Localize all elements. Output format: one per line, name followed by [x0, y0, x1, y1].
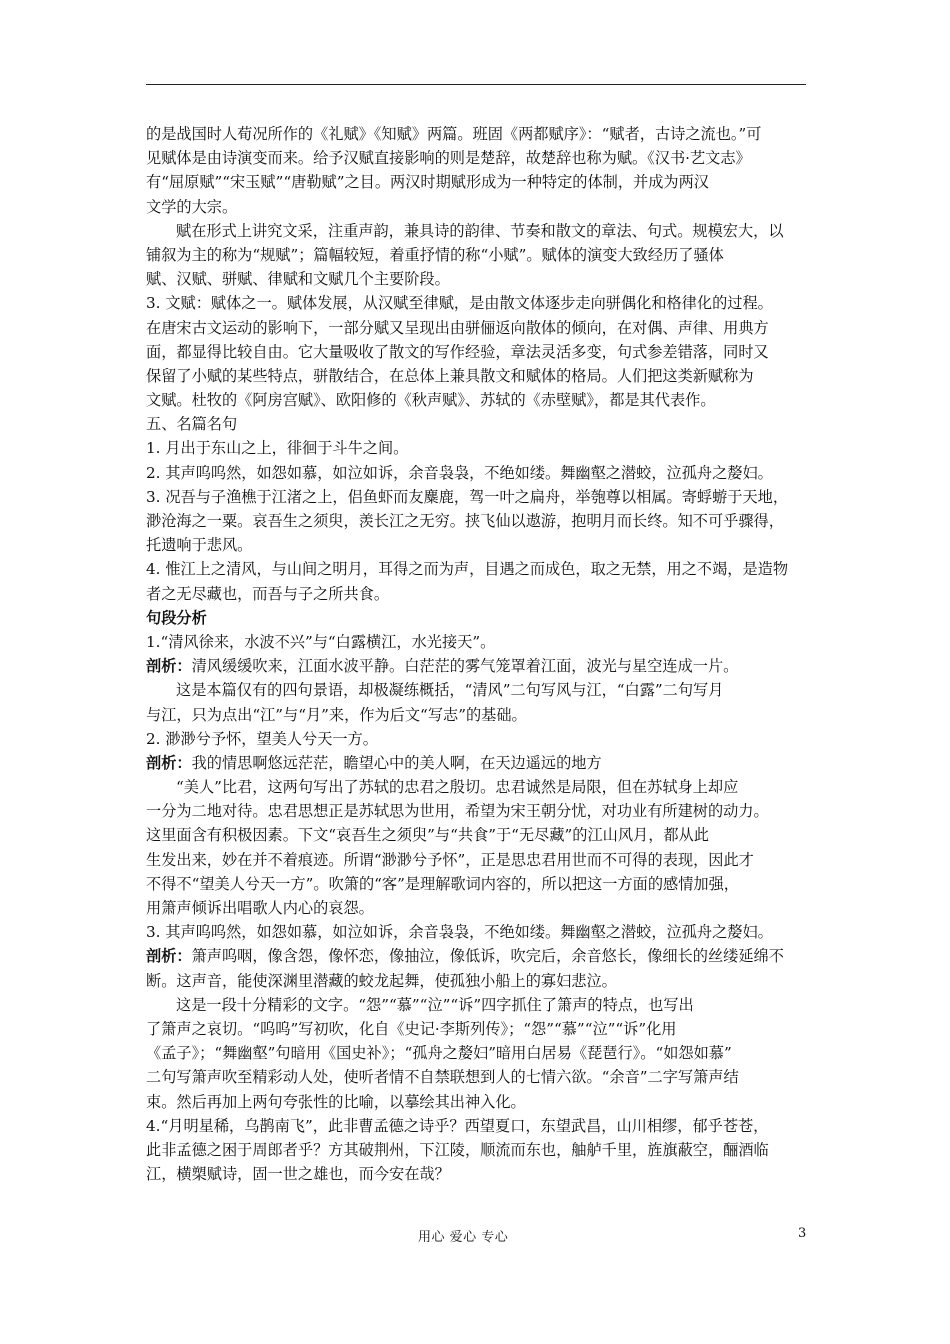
quote-line: 3. 况吾与子渔樵于江渚之上，侣鱼虾而友麋鹿，驾一叶之扁舟，举匏尊以相属。寄蜉蝣于天地，	[146, 487, 789, 506]
section-heading: 五、名篇名句	[146, 415, 238, 434]
analysis-line: 断。这声音，能使深渊里潜藏的蛟龙起舞，使孤独小船上的寡妇悲泣。	[146, 971, 617, 990]
analysis-line: 3. 其声呜呜然，如怨如慕，如泣如诉，余音袅袅，不绝如缕。舞幽壑之潜蛟，泣孤舟之嫠妇。	[146, 923, 773, 942]
analysis-line	[146, 654, 810, 678]
analysis-line: “美人”比君，这两句写出了苏轼的忠君之殷切。忠君诚然是局限，但在苏轼身上却应	[176, 778, 739, 797]
page-body	[146, 122, 810, 1186]
analysis-text: 箫声呜咽，像含怨，像怀恋，像抽泣，像低诉，吹完后，余音悠长，像细长的丝缕延绵不	[191, 947, 784, 966]
paragraph-line: 有“屈原赋”“宋玉赋”“唐勒赋”之目。两汉时期赋形成为一种特定的体制，并成为两汉	[146, 173, 709, 192]
quote-line: 托遗响于悲风。	[146, 536, 253, 555]
page-number: 3	[798, 1226, 807, 1241]
quote-line: 2. 其声呜呜然，如怨如慕，如泣如诉，余音袅袅，不绝如缕。舞幽壑之潜蛟，泣孤舟之嫠妇。	[146, 463, 773, 482]
analysis-line: 与江，只为点出“江”与“月”来，作为后文“写志”的基础。	[146, 705, 527, 724]
footer-slogan: 用心 爱心 专心	[418, 1230, 509, 1245]
analysis-line: 生发出来，妙在并不着痕迹。所谓“渺渺兮予怀”，正是思忠君用世而不可得的表现，因此才	[146, 850, 754, 869]
section-heading: 句段分析	[146, 608, 207, 627]
paragraph-line: 文赋。杜牧的《阿房宫赋》、欧阳修的《秋声赋》、苏轼的《赤壁赋》，都是其代表作。	[146, 391, 716, 410]
analysis-label: 剖析：	[146, 753, 192, 772]
quote-line: 渺沧海之一粟。哀吾生之须臾，羡长江之无穷。挟飞仙以遨游，抱明月而长终。知不可乎骤得，	[146, 512, 784, 530]
paragraph-line: 赋在形式上讲究文采，注重声韵，兼具诗的韵律、节奏和散文的章法、句式。规模宏大，以	[176, 221, 784, 240]
analysis-line: 这是本篇仅有的四句景语，却极凝练概括，“清风”二句写风与江，“白露”二句写月	[176, 681, 724, 700]
analysis-line	[146, 944, 810, 968]
analysis-label: 剖析：	[146, 947, 192, 966]
paragraph-line: 铺叙为主的称为“规赋”；篇幅较短，着重抒情的称“小赋”。赋体的演变大致经历了骚体	[146, 245, 724, 264]
paragraph-line: 文学的大宗。	[146, 197, 238, 216]
analysis-line: 二句写箫声吹至精彩动人处，使听者情不自禁联想到人的七情六欲。“余音”二字写箫声结	[146, 1068, 739, 1087]
paragraph-line: 赋、汉赋、骈赋、律赋和文赋几个主要阶段。	[146, 270, 450, 289]
analysis-line: 用箫声倾诉出唱歌人内心的哀怨。	[146, 899, 374, 917]
analysis-line: 1.“清风徐来，水波不兴”与“白露横江，水光接天”。	[146, 632, 496, 651]
paragraph-line: 保留了小赋的某些特点，骈散结合，在总体上兼具散文和赋体的格局。人们把这类新赋称为	[146, 366, 754, 385]
paragraph-line: 的是战国时人荀况所作的《礼赋》《知赋》两篇。班固《两都赋序》：“赋者，古诗之流也。”可	[146, 125, 762, 143]
analysis-line: 《孟子》；“舞幽壑”句暗用《国史补》；“孤舟之嫠妇”暗用白居易《琵琶行》。“如怨如慕”	[146, 1044, 732, 1063]
quote-line: 1. 月出于东山之上，徘徊于斗牛之间。	[146, 439, 409, 458]
analysis-label: 剖析：	[146, 657, 192, 676]
quote-line: 者之无尽藏也，而吾与子之所共食。	[146, 584, 389, 603]
analysis-line: 4.“月明星稀，乌鹊南飞”，此非曹孟德之诗乎？西望夏口，东望武昌，山川相缪，郁乎苍苍，	[146, 1116, 769, 1135]
paragraph-line: 3. 文赋：赋体之一。赋体发展，从汉赋至律赋，是由散文体逐步走向骈偶化和格律化的过程。	[146, 294, 773, 313]
quote-line: 4. 惟江上之清风，与山间之明月，耳得之而为声，目遇之而成色，取之无禁，用之不竭，是造物	[146, 560, 789, 579]
page-footer	[0, 1226, 950, 1248]
analysis-text: 我的情思啊悠远茫茫，瞻望心中的美人啊，在天边遥远的地方	[191, 753, 602, 772]
paragraph-line: 见赋体是由诗演变而来。给予汉赋直接影响的则是楚辞，故楚辞也称为赋。《汉书·艺文志》	[146, 149, 751, 168]
analysis-line	[146, 751, 810, 775]
paragraph-line: 在唐宋古文运动的影响下，一部分赋又呈现出由骈俪返向散体的倾向，在对偶、声律、用典方	[146, 318, 769, 337]
analysis-line: 这是一段十分精彩的文字。“怨”“慕”“泣”“诉”四字抓住了箫声的特点，也写出	[176, 995, 694, 1014]
analysis-line: 不得不“望美人兮天一方”。吹箫的“客”是理解歌词内容的，所以把这一方面的感情加强，	[146, 874, 739, 893]
analysis-line: 江，横槊赋诗，固一世之雄也，而今安在哉？	[146, 1165, 450, 1184]
analysis-line: 此非孟德之困于周郎者乎？方其破荆州，下江陵，顺流而东也，舳舻千里，旌旗蔽空，酾酒临	[146, 1140, 769, 1159]
analysis-line: 一分为二地对待。忠君思想正是苏轼思为世用，希望为宋王朝分忧，对功业有所建树的动力。	[146, 802, 769, 821]
paragraph-line: 面，都显得比较自由。它大量吸收了散文的写作经验，章法灵活多变，句式参差错落，同时又	[146, 342, 769, 361]
analysis-text: 清风缓缓吹来，江面水波平静。白茫茫的雾气笼罩着江面，波光与星空连成一片。	[191, 657, 739, 676]
analysis-line: 2. 渺渺兮予怀，望美人兮天一方。	[146, 729, 378, 748]
analysis-line: 了箫声之哀切。“呜呜”写初吹，化自《史记·李斯列传》；“怨”“慕”“泣”“诉”化用	[146, 1019, 677, 1038]
analysis-line: 束。然后再加上两句夸张性的比喻，以摹绘其出神入化。	[146, 1092, 526, 1111]
header-rule	[146, 84, 806, 85]
analysis-line: 这里面含有积极因素。下文“哀吾生之须臾”与“共食”于“无尽藏”的江山风月，都从此	[146, 826, 709, 845]
